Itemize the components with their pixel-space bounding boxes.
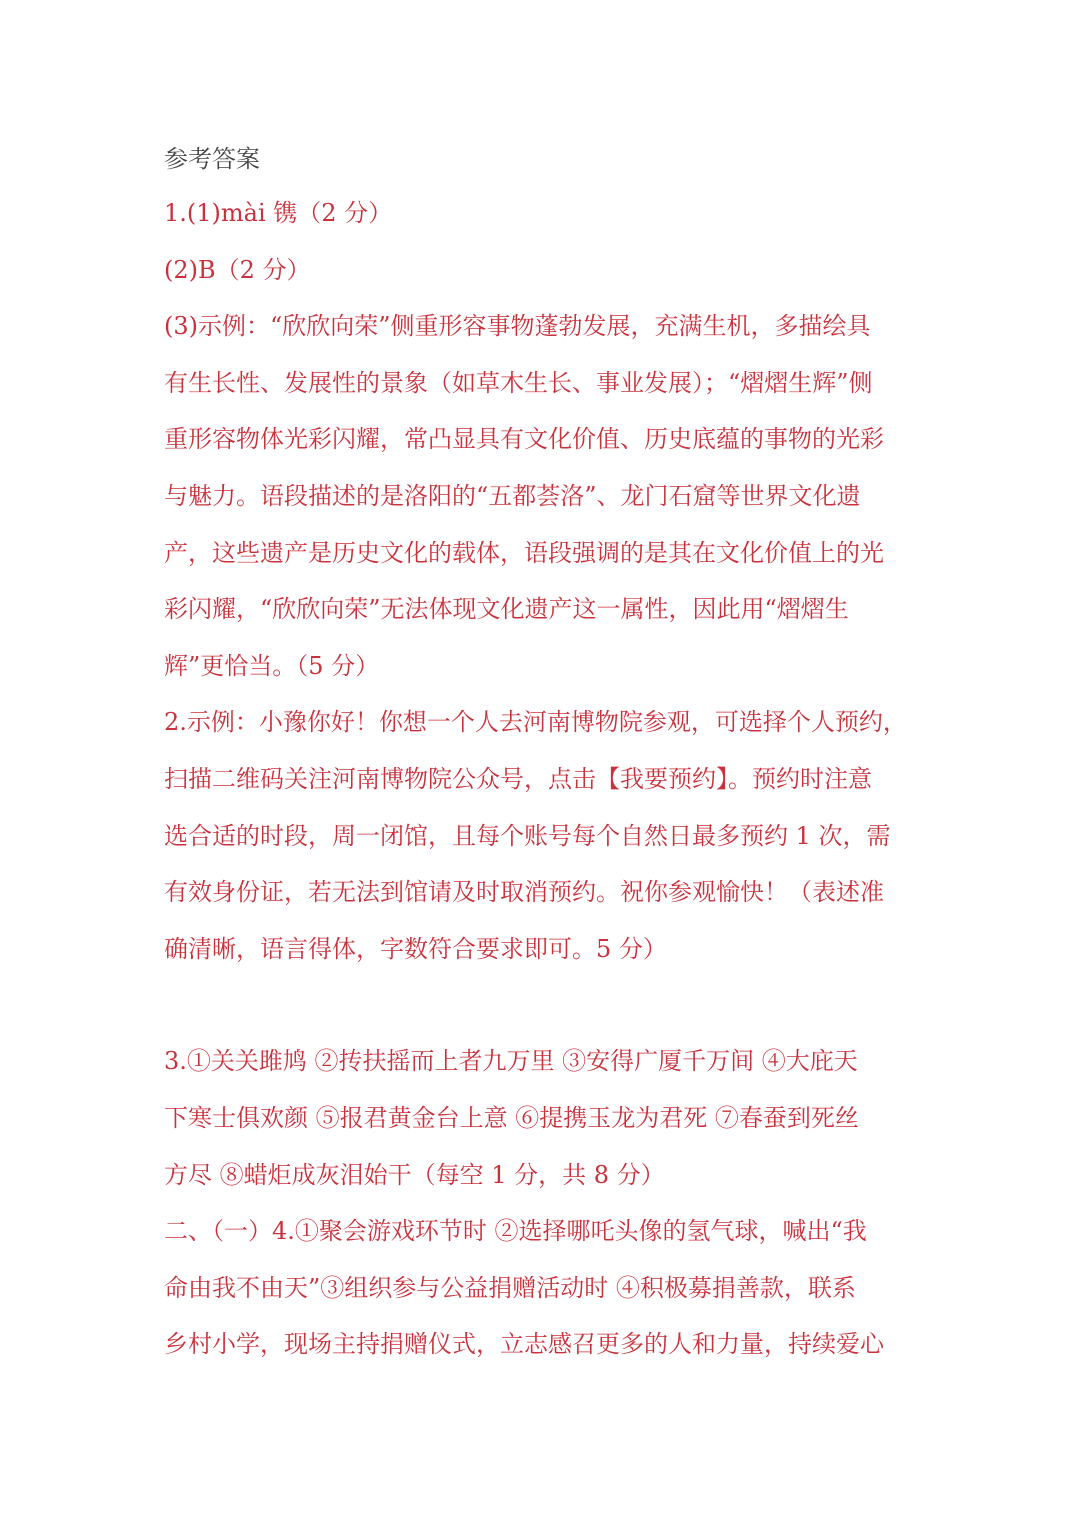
answer-line: 辉”更恰当。（5 分） (164, 651, 380, 680)
answer-line: 扫描二维码关注河南博物院公众号，点击【我要预约】。预约时注意 (164, 764, 872, 793)
answer-line: (2)B（2 分） (164, 255, 311, 284)
answer-content (164, 133, 920, 1373)
answer-line: 彩闪耀，“欣欣向荣”无法体现文化遗产这一属性，因此用“熠熠生 (164, 595, 849, 624)
paragraph-gap (164, 977, 920, 1033)
answer-line: 有效身份证，若无法到馆请及时取消预约。祝你参观愉快！（表述准 (164, 878, 884, 907)
answer-line: 重形容物体光彩闪耀，常凸显具有文化价值、历史底蕴的事物的光彩 (164, 425, 884, 454)
answer-line: 3.①关关雎鸠 ②抟扶摇而上者九万里 ③安得广厦千万间 ④大庇天 (164, 1047, 858, 1076)
answer-line: (3)示例：“欣欣向荣”侧重形容事物蓬勃发展，充满生机，多描绘具 (164, 312, 871, 341)
answer-line: 与魅力。语段描述的是洛阳的“五都荟洛”、龙门石窟等世界文化遗 (164, 481, 861, 510)
document-title: 参考答案 (164, 145, 260, 173)
answer-line: 确清晰，语言得体，字数符合要求即可。5 分） (164, 934, 667, 963)
answer-line: 1.(1)mài 镌（2 分） (164, 199, 393, 227)
answer-line: 命由我不由天”③组织参与公益捐赠活动时 ④积极募捐善款，联系 (164, 1273, 856, 1302)
answer-line: 下寒士俱欢颜 ⑤报君黄金台上意 ⑥提携玉龙为君死 ⑦春蚕到死丝 (164, 1103, 859, 1132)
answer-line: 方尽 ⑧蜡炬成灰泪始干（每空 1 分，共 8 分） (164, 1160, 665, 1189)
answer-line: 产，这些遗产是历史文化的载体，语段强调的是其在文化价值上的光 (164, 538, 884, 567)
answer-line: 2.示例：小豫你好！你想一个人去河南博物院参观，可选择个人预约， (164, 708, 907, 737)
answer-line: 选合适的时段，周一闭馆，且每个账号每个自然日最多预约 1 次，需 (164, 821, 891, 850)
answer-line: 乡村小学，现场主持捐赠仪式，立志感召更多的人和力量，持续爱心 (164, 1330, 884, 1359)
answer-line: 二、（一）4.①聚会游戏环节时 ②选择哪吒头像的氢气球，喊出“我 (164, 1217, 867, 1246)
answer-line: 有生长性、发展性的景象（如草木生长、事业发展）；“熠熠生辉”侧 (164, 368, 873, 397)
